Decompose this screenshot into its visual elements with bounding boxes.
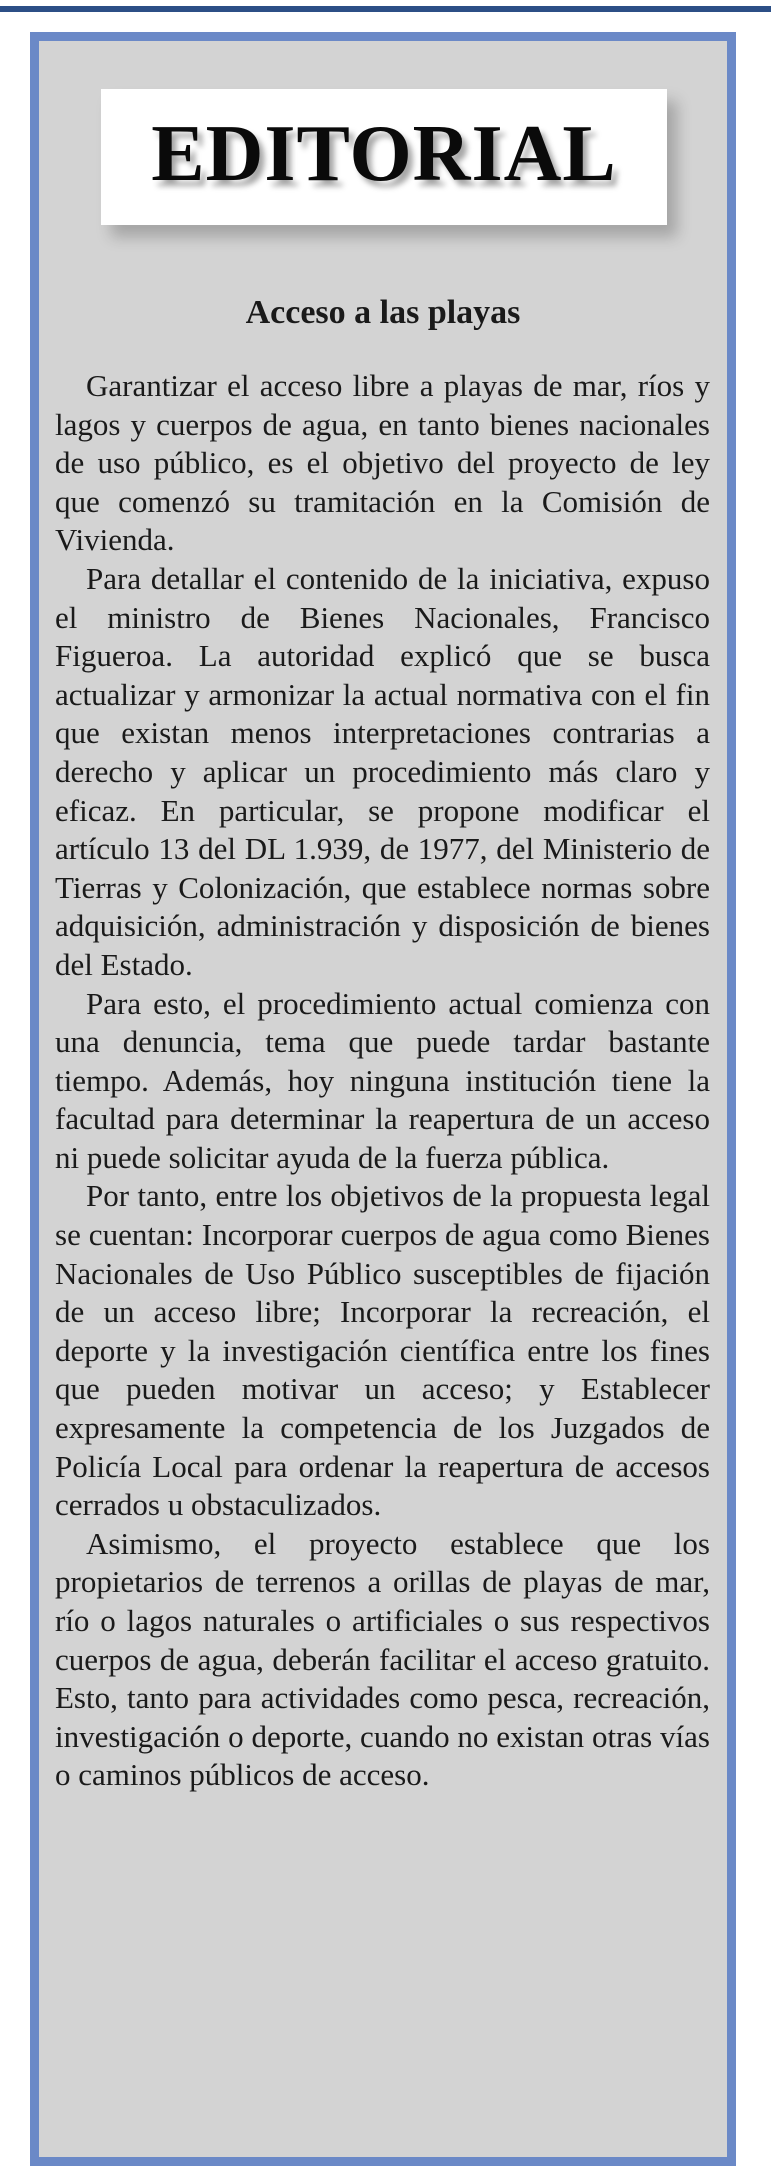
article-paragraph: Para esto, el procedimiento actual comienza con una denuncia, tema que puede tardar bastante tiempo. Además, hoy ninguna institución tiene la facultad para determinar la reapertura de un acceso ni puede solicitar ayuda de la fuerza pública. [55, 985, 710, 1175]
article-title: Acceso a las playas [245, 294, 521, 331]
section-label: EDITORIAL [151, 110, 617, 198]
top-rule [0, 6, 771, 12]
editorial-panel [30, 32, 736, 2166]
article-paragraph: Para detallar el contenido de la iniciativa, expuso el ministro de Bienes Nacionales, Francisco Figueroa. La autoridad explicó que se busca actualizar y armonizar la actual normativa con el fin que existan menos interpretaciones contrarias a derecho y aplicar un procedimiento más claro y eficaz. En particular, se propone modificar el artículo 13 del DL 1.939, de 1977, del Ministerio de Tierras y Colonización, que establece normas sobre adquisición, administración y disposición de bienes del Estado. [55, 560, 710, 982]
article-paragraph: Garantizar el acceso libre a playas de mar, ríos y lagos y cuerpos de agua, en tanto bienes nacionales de uso público, es el objetivo del proyecto de ley que comenzó su tramitación en la Comisión de Vivienda. [55, 368, 710, 558]
article-paragraph: Por tanto, entre los objetivos de la propuesta legal se cuentan: Incorporar cuerpos de agua como Bienes Nacionales de Uso Público susceptibles de fijación de un acceso libre; Incorporar la recreación, el deporte y la investigación científica entre los fines que pueden motivar un acceso; y Establecer expresamente la competencia de los Juzgados de Policía Local para ordenar la reapertura de accesos cerrados u obstaculizados. [55, 1178, 710, 1523]
article-paragraph: Asimismo, el proyecto establece que los propietarios de terrenos a orillas de playas de mar, río o lagos naturales o artificiales o sus respectivos cuerpos de agua, deberán facilitar el acceso gratuito. Esto, tanto para actividades como pesca, recreación, investigación o deporte, cuando no existan otras vías o caminos públicos de acceso. [55, 1525, 710, 1793]
editorial-header-box [101, 89, 667, 225]
article-body [55, 367, 710, 1795]
